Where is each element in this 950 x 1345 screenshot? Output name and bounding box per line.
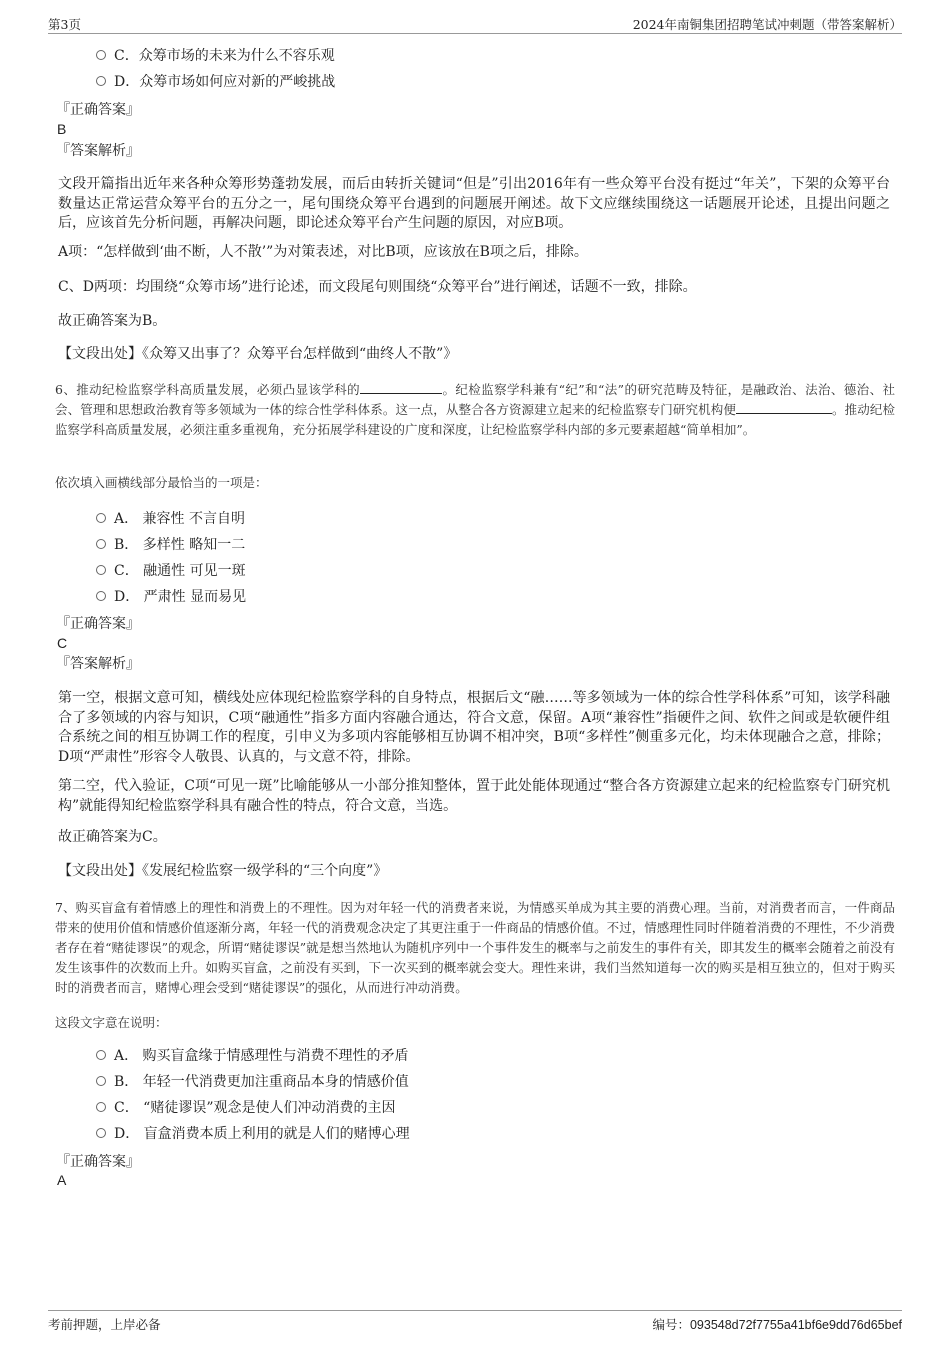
q6-analysis-p3: 故正确答案为C。	[58, 829, 167, 845]
radio-icon[interactable]	[96, 76, 106, 86]
q6-source: 【文段出处】《发展纪检监察一级学科的“三个向度”》	[58, 863, 388, 879]
radio-icon[interactable]	[96, 565, 106, 575]
page-header	[48, 12, 902, 34]
document-id: 编号：093548d72f7755a41bf6e9dd76d65bef	[652, 1318, 902, 1332]
q7-option-d[interactable]: D． 盲盒消费本质上利用的就是人们的赌博心理	[96, 1124, 410, 1144]
q6-answer: C	[57, 635, 68, 651]
q6-option-b[interactable]: B． 多样性 略知一二	[96, 535, 245, 555]
q7-answer: A	[57, 1172, 67, 1188]
q5-answer-heading: 『正确答案』	[56, 102, 140, 118]
page-footer	[48, 1310, 902, 1334]
q7-question-text: 7、购买盲盒有着情感上的理性和消费上的不理性。因为对年轻一代的消费者来说，为情感买单成为其主要的消费心理。当前，对消费者而言，一件商品带来的使用价值和情感价值逐渐分离，年轻一代的消费观念决定了其更注重于一件商品的情感价值。不过，情感理性同时伴随着消费的不理性，不少消费者存在着“赌徒谬误”的观念，所谓“赌徒谬误”就是想当然地认为随机序列中一个事件发生的概率与之前发生的事件有关，即其发生的概率会随着之前没有发生该事件的次数而上升。如购买盲盒，之前没有买到，下一次买到的概率就会变大。理性来讲，我们当然知道每一次的购买是相互独立的，但对于购买时的消费者而言，赌博心理会受到“赌徒谬误”的强化，从而进行冲动消费。	[55, 900, 895, 995]
footer-slogan: 考前押题，上岸必备	[48, 1317, 161, 1332]
blank-2	[736, 402, 832, 414]
q6-prompt: 依次填入画横线部分最恰当的一项是：	[55, 475, 268, 490]
q7-prompt: 这段文字意在说明：	[55, 1015, 168, 1030]
q5-analysis-heading: 『答案解析』	[56, 143, 140, 159]
q6-option-d[interactable]: D． 严肃性 显而易见	[96, 587, 246, 607]
radio-icon[interactable]	[96, 1102, 106, 1112]
radio-icon[interactable]	[96, 513, 106, 523]
q5-option-d[interactable]: D．众筹市场如何应对新的严峻挑战	[96, 72, 335, 92]
q5-source: 【文段出处】《众筹又出事了？众筹平台怎样做到“曲终人不散”》	[58, 346, 458, 362]
q7-option-b[interactable]: B． 年轻一代消费更加注重商品本身的情感价值	[96, 1072, 409, 1092]
q5-analysis-p3: C、D两项：均围绕“众筹市场”进行论述，而文段尾句则围绕“众筹平台”进行阐述，话题不一致，排除。	[58, 279, 697, 295]
q7-option-a[interactable]: A． 购买盲盒缘于情感理性与消费不理性的矛盾	[96, 1046, 409, 1066]
q5-option-c[interactable]: C．众筹市场的未来为什么不容乐观	[96, 46, 335, 66]
q6-analysis-p2: 第二空，代入验证，C项“可见一斑”比喻能够从一小部分推知整体，置于此处能体现通过“整合各方资源建立起来的纪检监察专门研究机构”就能得知纪检监察学科具有融合性的特点，符合文意，当选。	[58, 778, 890, 814]
q6-option-a[interactable]: A． 兼容性 不言自明	[96, 509, 245, 529]
q5-analysis-p2: A项：“怎样做到‘曲不断，人不散’”为对策表述，对比B项，应该放在B项之后，排除。	[58, 244, 588, 260]
document-title: 2024年南铜集团招聘笔试冲刺题（带答案解析）	[632, 17, 902, 32]
q6-analysis-p1: 第一空，根据文意可知，横线处应体现纪检监察学科的自身特点，根据后文“融……等多领域为一体的综合性学科体系”可知，该学科融合了多领域的内容与知识，C项“融通性”指多方面内容融合通达，符合文意，保留。A项“兼容性”指硬件之间、软件之间或是软硬件组合系统之间的相互协调工作的程度，引申义为多项内容能够相互协调不相冲突，B项“多样性”侧重多元化，均未体现融合之意，排除；D项“严肃性”形容令人敬畏、认真的，与文意不符，排除。	[58, 690, 890, 765]
q6-question-text: 6、推动纪检监察学科高质量发展，必须凸显该学科的 。纪检监察学科兼有“纪”和“法”的研究范畴及特征，是融政治、法治、德治、社会、管理和思想政治教育等多领域为一体的综合性学科体系。这一点，从整合各方资源建立起来的纪检监察专门研究机构便 。推动纪检监察学科高质量发展，必须注重多重视角，充分拓展学科建设的广度和深度，让纪检监察学科内部的多元要素超越“简单相加”。	[55, 382, 895, 437]
radio-icon[interactable]	[96, 1128, 106, 1138]
q6-analysis-heading: 『答案解析』	[56, 656, 140, 672]
q5-answer: B	[57, 121, 67, 137]
page-number: 第3页	[48, 17, 81, 32]
radio-icon[interactable]	[96, 539, 106, 549]
q5-analysis-p4: 故正确答案为B。	[58, 313, 167, 329]
q7-answer-heading: 『正确答案』	[56, 1154, 140, 1170]
radio-icon[interactable]	[96, 591, 106, 601]
q7-option-c[interactable]: C． “赌徒谬误”观念是使人们冲动消费的主因	[96, 1098, 395, 1118]
q5-analysis-p1: 文段开篇指出近年来各种众筹形势蓬勃发展，而后由转折关键词“但是”引出2016年有一些众筹平台没有挺过“年关”，下架的众筹平台数量达正常运营众筹平台的五分之一，尾句围绕众筹平台遇到的问题展开阐述。故下文应继续围绕这一话题展开论述，且提出问题之后，应该首先分析问题，再解决问题，即论述众筹平台产生问题的原因，对应B项。	[58, 176, 890, 231]
radio-icon[interactable]	[96, 1050, 106, 1060]
radio-icon[interactable]	[96, 1076, 106, 1086]
q6-answer-heading: 『正确答案』	[56, 616, 140, 632]
q6-option-c[interactable]: C． 融通性 可见一斑	[96, 561, 246, 581]
radio-icon[interactable]	[96, 50, 106, 60]
blank-1	[360, 382, 442, 394]
